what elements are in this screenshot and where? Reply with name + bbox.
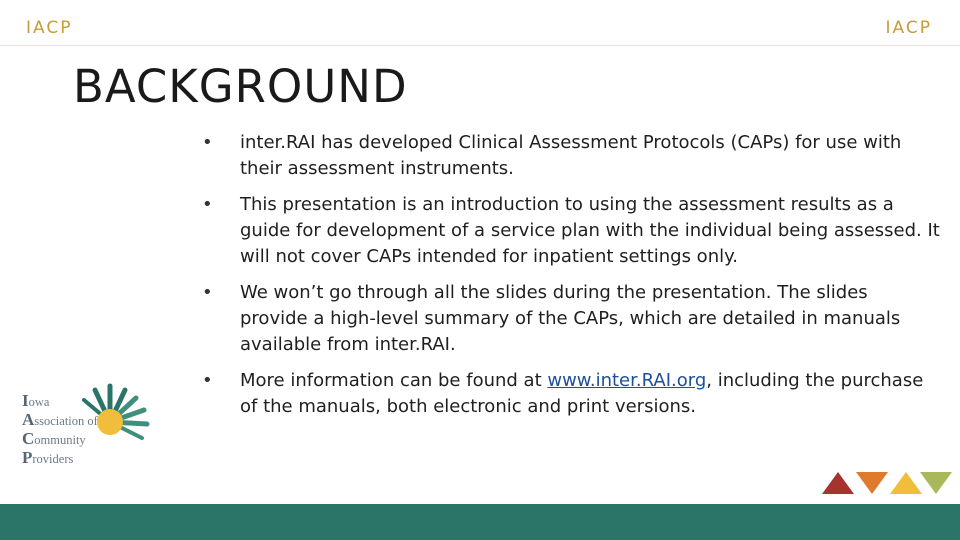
logo-line: Community: [22, 429, 86, 448]
bullet-item: [200, 280, 940, 358]
header-brand-right: IACP: [885, 18, 932, 38]
bullet-text: We won’t go through all the slides during the presentation. The slides provide a high-level summary of the CAPs, which are detailed in manuals available from inter.RAI.: [240, 282, 901, 355]
triangle-red: [822, 472, 854, 494]
slide-title: BACKGROUND: [73, 60, 408, 113]
header-brand-left: IACP: [26, 18, 73, 38]
bullet-list: [200, 130, 940, 430]
bullet-text-prefix: More information can be found at: [240, 370, 548, 391]
bullet-dot-icon: •: [202, 370, 213, 391]
triangle-orange: [856, 472, 888, 494]
triangle-yellow: [890, 472, 922, 494]
bullet-text-suffix: , including the purchase of the manuals, both electronic and print versions.: [240, 370, 924, 417]
iacp-logo: [22, 382, 147, 467]
bullet-dot-icon: •: [202, 132, 213, 153]
bullet-item: [200, 192, 940, 270]
bullet-dot-icon: •: [202, 282, 213, 303]
logo-line: Providers: [22, 448, 74, 467]
footer-bar: [0, 504, 960, 540]
decorative-triangles-icon: [820, 470, 952, 496]
logo-line: Iowa: [22, 391, 50, 410]
logo-wordmark: [22, 392, 98, 468]
triangle-green: [920, 472, 952, 494]
interrai-website-link[interactable]: www.inter.RAI.org: [547, 370, 707, 391]
bullet-text: This presentation is an introduction to using the assessment results as a guide for development of a service plan with the individual being assessed. It will not cover CAPs intended for inpatient settings only.: [240, 194, 940, 267]
bullet-item: [200, 368, 940, 420]
bullet-text: inter.RAI has developed Clinical Assessment Protocols (CAPs) for use with their assessment instruments.: [240, 132, 902, 179]
bullet-item: [200, 130, 940, 182]
bullet-dot-icon: •: [202, 194, 213, 215]
header-divider: [0, 45, 960, 46]
logo-line: Association of: [22, 410, 98, 429]
